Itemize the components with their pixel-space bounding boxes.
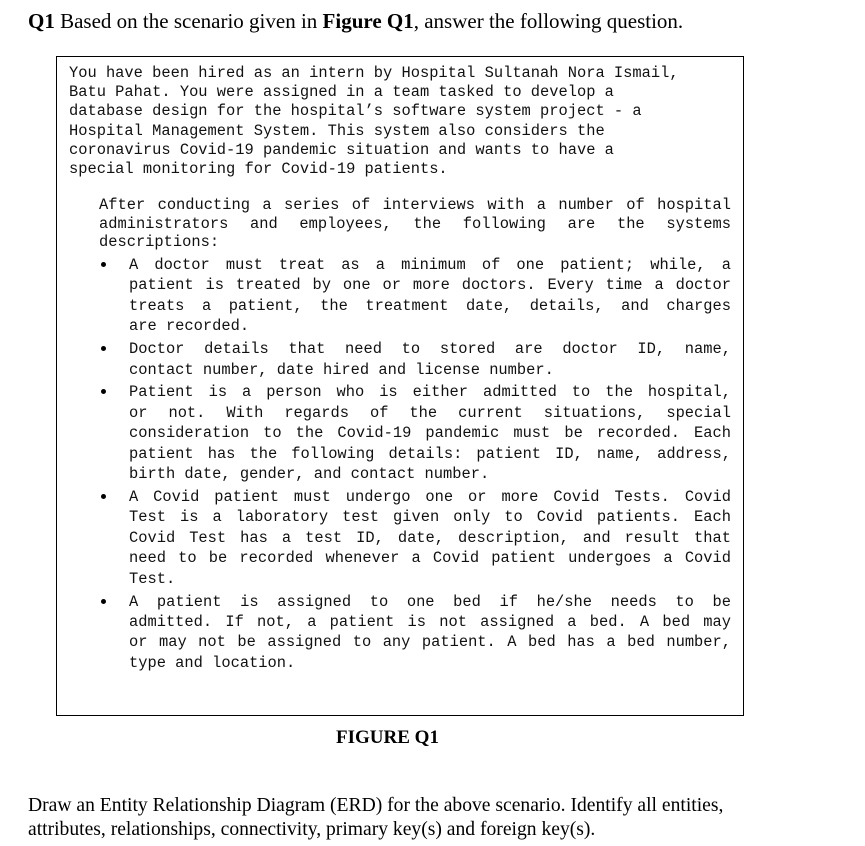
instruction-line: Draw an Entity Relationship Diagram (ERD) for the above scenario. Identify all entities, <box>28 795 724 816</box>
question-number: Q1 <box>28 9 55 33</box>
bullet-line: or may not be assigned to any patient. A bed has a bed number, <box>129 633 731 652</box>
bullet-line: A Covid patient must undergo one or more Covid Tests. Covid <box>129 487 731 506</box>
bullet-line: birth date, gender, and contact number. <box>129 465 490 484</box>
intro-line: database design for the hospital’s software system project - a <box>69 102 642 121</box>
intro-line: Batu Pahat. You were assigned in a team tasked to develop a <box>69 83 614 102</box>
bullet-line: need to be recorded whenever a Covid patient undergoes a Covid <box>129 549 731 568</box>
bullet-line: A patient is assigned to one bed if he/she needs to be <box>129 592 731 611</box>
bullet-line: Covid Test has a test ID, date, description, and result that <box>129 528 731 547</box>
bullet-line: Doctor details that need to stored are doctor ID, name, <box>129 340 731 359</box>
bullet-line: admitted. If not, a patient is not assigned a bed. A bed may <box>129 612 731 631</box>
bullet-line: patient is treated by one or more doctors. Every time a doctor <box>129 276 731 295</box>
intro-line: special monitoring for Covid-19 patients. <box>69 160 448 179</box>
bullet-line: patient has the following details: patient ID, name, address, <box>129 444 731 463</box>
descriptions-line: After conducting a series of interviews with a number of hospital <box>99 196 731 214</box>
bullet-line: type and location. <box>129 653 296 672</box>
system-descriptions-list <box>99 255 731 676</box>
bullet-line: are recorded. <box>129 317 250 336</box>
question-text-before: Based on the scenario given in <box>54 9 323 33</box>
list-item <box>99 382 731 484</box>
bullet-icon <box>101 346 106 351</box>
list-item <box>99 592 731 674</box>
bullet-icon <box>101 494 106 499</box>
bullet-line: A doctor must treat as a minimum of one patient; while, a <box>129 256 731 274</box>
intro-line: coronavirus Covid-19 pandemic situation and wants to have a <box>69 140 614 159</box>
bullet-line: Test is a laboratory test given only to Covid patients. Each <box>129 508 731 527</box>
question-text-after: , answer the following question. <box>413 9 684 33</box>
scenario-intro <box>69 64 737 179</box>
bullet-line: or not. With regards of the current situations, special <box>129 403 731 422</box>
descriptions-line: administrators and employees, the following are the systems <box>99 214 731 233</box>
bullet-line: consideration to the Covid-19 pandemic must be recorded. Each <box>129 424 731 443</box>
instruction-line: attributes, relationships, connectivity, primary key(s) and foreign key(s). <box>28 819 596 840</box>
system-descriptions-intro <box>99 196 731 252</box>
list-item <box>99 487 731 589</box>
bullet-icon <box>101 599 106 604</box>
bullet-line: Patient is a person who is either admitted to the hospital, <box>129 383 731 402</box>
bullet-icon <box>101 389 106 394</box>
scenario-box <box>56 56 744 716</box>
question-instruction <box>28 794 788 842</box>
figure-caption: FIGURE Q1 <box>336 727 439 748</box>
list-item <box>99 255 731 337</box>
bullet-icon <box>101 262 106 267</box>
bullet-line: treats a patient, the treatment date, details, and charges <box>129 296 731 315</box>
intro-line: You have been hired as an intern by Hospital Sultanah Nora Ismail, <box>69 64 679 82</box>
bullet-line: Test. <box>129 569 176 588</box>
descriptions-line: descriptions: <box>99 233 220 251</box>
list-item <box>99 339 731 380</box>
question-title <box>28 8 683 34</box>
intro-line: Hospital Management System. This system also considers the <box>69 121 605 140</box>
figure-reference: Figure Q1 <box>322 9 414 33</box>
bullet-line: contact number, date hired and license number. <box>129 360 554 379</box>
